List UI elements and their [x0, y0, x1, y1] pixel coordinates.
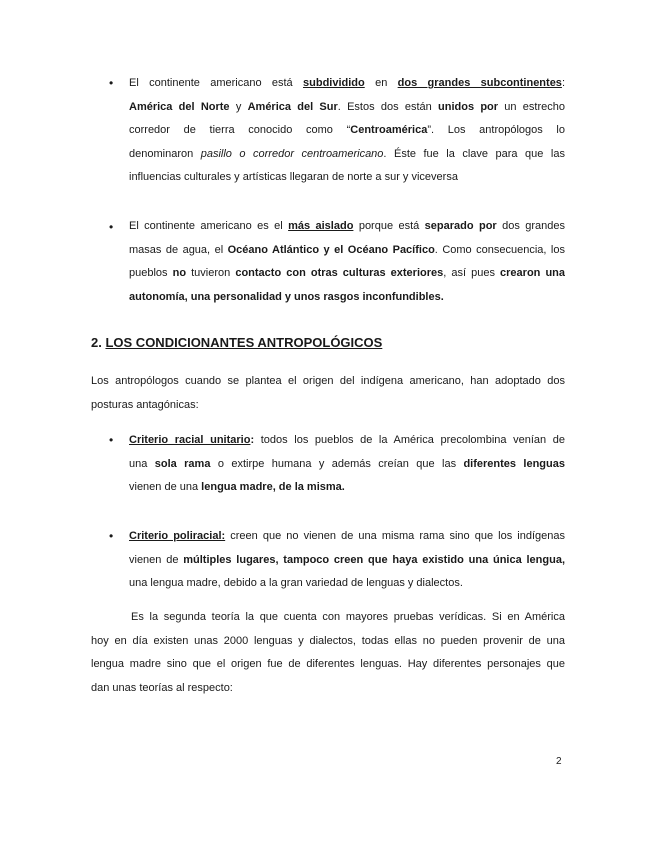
text-line: posturas antagónicas:: [91, 398, 199, 411]
bullet-paragraph-1: [129, 72, 565, 190]
bullet-marker: •: [109, 220, 114, 234]
section-heading: 2. LOS CONDICIONANTES ANTROPOLÓGICOS: [91, 335, 383, 350]
bullet-marker: •: [109, 433, 114, 447]
text-line: Criterio poliracial: creen que no vienen de una misma rama sino que los indígenas: [129, 530, 565, 542]
text-line: dan unas teorías al respecto:: [91, 681, 233, 694]
text-line: masas de agua, el Océano Atlántico y el Océano Pacífico. Como consecuencia, los: [129, 243, 565, 256]
text-line: Es la segunda teoría la que cuenta con mayores pruebas verídicas. Si en América: [131, 611, 565, 623]
text-line: lengua madre sino que el origen fue de diferentes lenguas. Hay diferentes personajes que: [91, 658, 565, 671]
text-line: vienen de una lengua madre, de la misma.: [129, 481, 345, 494]
text-line: denominaron pasillo o corredor centroamericano. Éste fue la clave para que las: [129, 147, 565, 160]
text-line: Criterio racial unitario: todos los pueblos de la América precolombina venían de: [129, 434, 565, 446]
closing-paragraph: [91, 606, 565, 700]
text-line: El continente americano es el más aislado porque está separado por dos grandes: [129, 220, 565, 232]
text-line: una lengua madre, debido a la gran variedad de lenguas y dialectos.: [129, 577, 463, 590]
text-line: una sola rama o extirpe humana y además creían que las diferentes lenguas: [129, 457, 565, 470]
bullet-marker: •: [109, 76, 114, 90]
text-line: América del Norte y América del Sur. Estos dos están unidos por un estrecho: [129, 100, 565, 113]
bullet-paragraph-4: [129, 525, 565, 596]
text-line: vienen de múltiples lugares, tampoco creen que haya existido una única lengua,: [129, 553, 565, 566]
text-line: pueblos no tuvieron contacto con otras culturas exteriores, así pues crearon una: [129, 267, 565, 280]
text-line: El continente americano está subdividido en dos grandes subcontinentes:: [129, 77, 565, 89]
text-line: influencias culturales y artísticas llegaran de norte a sur y viceversa: [129, 171, 458, 184]
text-line: hoy en día existen unas 2000 lenguas y dialectos, todas ellas no pueden provenir de una: [91, 634, 565, 647]
text-line: Los antropólogos cuando se plantea el origen del indígena americano, han adoptado dos: [91, 375, 565, 387]
bullet-marker: •: [109, 529, 114, 543]
page-number: 2: [556, 756, 562, 767]
text-line: corredor de tierra conocido como “Centroamérica”. Los antropólogos lo: [129, 124, 565, 137]
bullet-paragraph-2: [129, 215, 565, 309]
intro-paragraph: [91, 370, 565, 417]
text-line: autonomía, una personalidad y unos rasgos inconfundibles.: [129, 290, 444, 303]
bullet-paragraph-3: [129, 429, 565, 500]
